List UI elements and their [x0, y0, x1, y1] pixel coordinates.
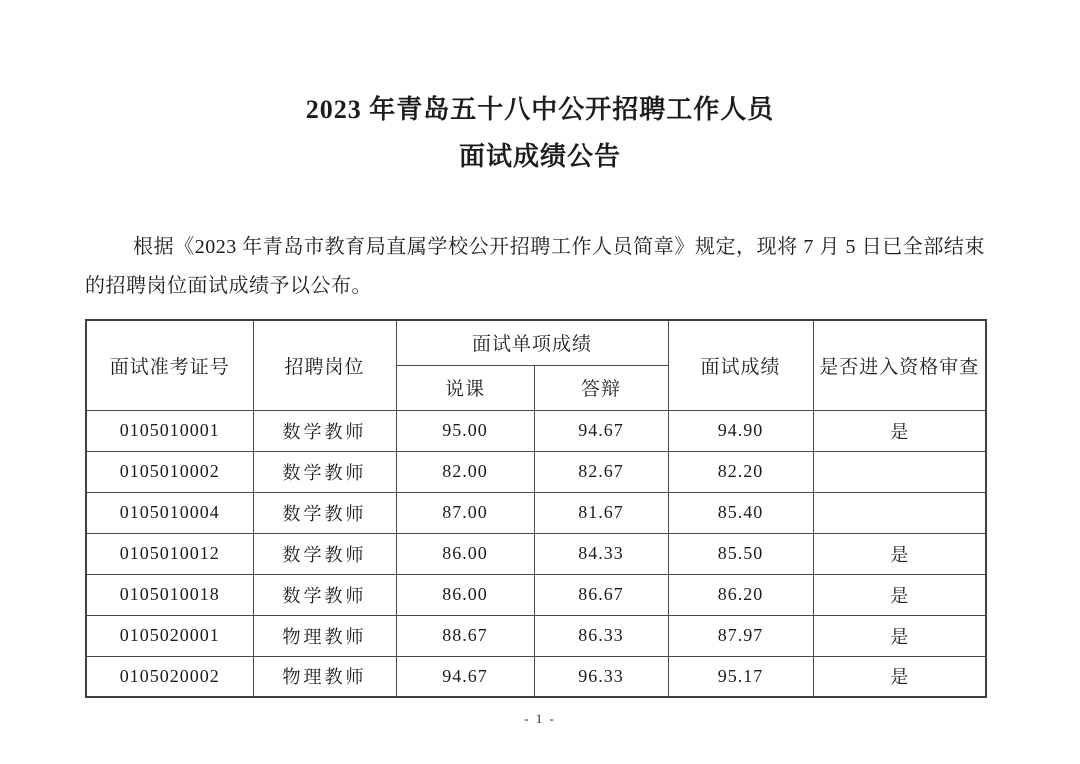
cell-qualified: 是: [813, 615, 986, 656]
cell-total-score: 85.50: [668, 533, 813, 574]
header-defense: 答辩: [534, 365, 668, 410]
header-lecture: 说课: [396, 365, 534, 410]
cell-lecture-score: 86.00: [396, 533, 534, 574]
page-number: - 1 -: [524, 711, 556, 726]
cell-lecture-score: 82.00: [396, 451, 534, 492]
title-line-1: 2023 年青岛五十八中公开招聘工作人员: [305, 95, 775, 124]
cell-position: 数学教师: [253, 451, 396, 492]
cell-qualified: [813, 492, 986, 533]
header-position: 招聘岗位: [253, 320, 396, 410]
table-row: [86, 574, 986, 615]
cell-position: 物理教师: [253, 656, 396, 697]
table-row: [86, 533, 986, 574]
cell-qualified: 是: [813, 533, 986, 574]
cell-defense-score: 94.67: [534, 410, 668, 451]
cell-defense-score: 86.67: [534, 574, 668, 615]
cell-total-score: 94.90: [668, 410, 813, 451]
cell-admission-id: 0105010002: [86, 451, 253, 492]
table-row: [86, 410, 986, 451]
cell-position: 数学教师: [253, 492, 396, 533]
cell-admission-id: 0105010004: [86, 492, 253, 533]
table-row: [86, 656, 986, 697]
cell-position: 数学教师: [253, 574, 396, 615]
cell-defense-score: 81.67: [534, 492, 668, 533]
cell-admission-id: 0105010012: [86, 533, 253, 574]
cell-defense-score: 96.33: [534, 656, 668, 697]
cell-lecture-score: 95.00: [396, 410, 534, 451]
cell-admission-id: 0105010018: [86, 574, 253, 615]
cell-lecture-score: 87.00: [396, 492, 534, 533]
cell-admission-id: 0105020002: [86, 656, 253, 697]
cell-lecture-score: 94.67: [396, 656, 534, 697]
header-total-score: 面试成绩: [668, 320, 813, 410]
cell-lecture-score: 88.67: [396, 615, 534, 656]
cell-defense-score: 82.67: [534, 451, 668, 492]
cell-admission-id: 0105020001: [86, 615, 253, 656]
cell-total-score: 87.97: [668, 615, 813, 656]
table-row: [86, 451, 986, 492]
cell-position: 数学教师: [253, 533, 396, 574]
header-sub-scores: 面试单项成绩: [396, 320, 668, 365]
cell-position: 物理教师: [253, 615, 396, 656]
cell-qualified: 是: [813, 656, 986, 697]
cell-total-score: 86.20: [668, 574, 813, 615]
header-qualified: 是否进入资格审查: [813, 320, 986, 410]
table-row: [86, 615, 986, 656]
title-line-2: 面试成绩公告: [458, 142, 621, 171]
cell-qualified: 是: [813, 574, 986, 615]
cell-qualified: [813, 451, 986, 492]
interview-scores-table: [85, 319, 987, 698]
cell-defense-score: 84.33: [534, 533, 668, 574]
table-row: [86, 492, 986, 533]
document-title: [0, 0, 1080, 180]
header-admission-id: 面试准考证号: [86, 320, 253, 410]
table-body: [86, 410, 986, 697]
cell-lecture-score: 86.00: [396, 574, 534, 615]
cell-total-score: 95.17: [668, 656, 813, 697]
cell-total-score: 85.40: [668, 492, 813, 533]
cell-qualified: 是: [813, 410, 986, 451]
intro-paragraph: 根据《2023 年青岛市教育局直属学校公开招聘工作人员简章》规定，现将 7 月 5 日已全部结束的招聘岗位面试成绩予以公布。: [85, 236, 985, 297]
cell-total-score: 82.20: [668, 451, 813, 492]
cell-defense-score: 86.33: [534, 615, 668, 656]
cell-position: 数学教师: [253, 410, 396, 451]
table-header: [86, 320, 986, 410]
cell-admission-id: 0105010001: [86, 410, 253, 451]
